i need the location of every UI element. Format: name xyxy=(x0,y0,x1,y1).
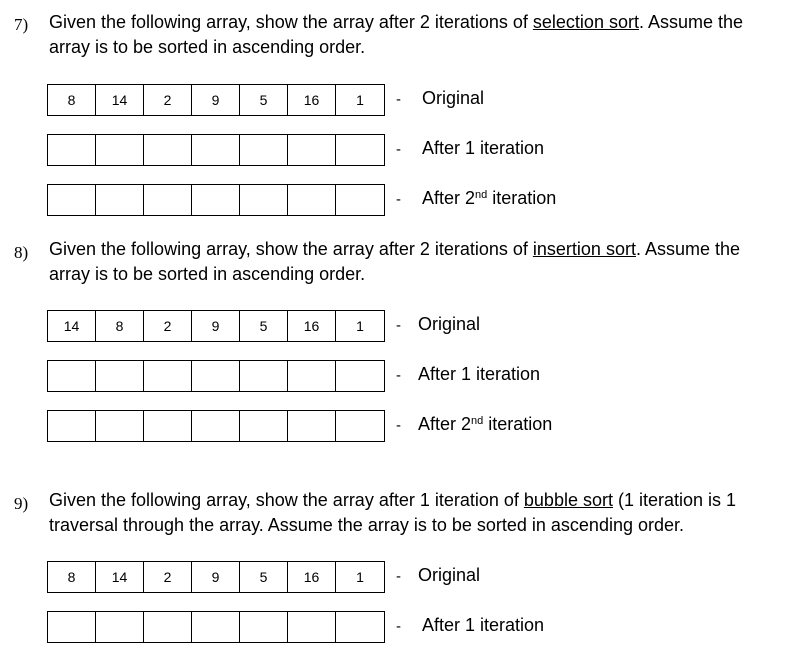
dash: - xyxy=(396,191,401,208)
answer-cell[interactable] xyxy=(48,411,96,441)
array-answer[interactable] xyxy=(47,611,385,643)
answer-cell[interactable] xyxy=(48,135,96,165)
answer-cell[interactable] xyxy=(144,411,192,441)
answer-cell[interactable] xyxy=(288,612,336,642)
answer-cell[interactable] xyxy=(240,411,288,441)
answer-cell[interactable] xyxy=(288,411,336,441)
answer-cell[interactable] xyxy=(96,612,144,642)
answer-cell[interactable] xyxy=(336,361,384,391)
answer-cell[interactable] xyxy=(144,612,192,642)
dash: - xyxy=(396,317,401,334)
dash: - xyxy=(396,618,401,635)
question-text: Given the following array, show the array after 2 iterations of selection sort. Assume the array is to be sorted in ascending order. xyxy=(49,12,744,57)
answer-cell[interactable] xyxy=(336,411,384,441)
answer-cell[interactable] xyxy=(192,185,240,215)
answer-cell[interactable] xyxy=(192,361,240,391)
answer-cell[interactable] xyxy=(240,612,288,642)
array-original xyxy=(47,84,385,116)
array-cell: 16 xyxy=(288,85,336,115)
array-answer[interactable] xyxy=(47,134,385,166)
array-original xyxy=(47,310,385,342)
array-cell: 2 xyxy=(144,562,192,592)
row-label: Original xyxy=(422,88,485,108)
dash: - xyxy=(396,417,401,434)
row-label: After 2nd iteration xyxy=(418,414,553,434)
answer-cell[interactable] xyxy=(240,361,288,391)
answer-cell[interactable] xyxy=(240,185,288,215)
array-cell: 1 xyxy=(356,318,364,334)
answer-cell[interactable] xyxy=(96,411,144,441)
answer-cell[interactable] xyxy=(48,361,96,391)
sort-name: bubble sort xyxy=(523,490,613,510)
answer-cell[interactable] xyxy=(144,135,192,165)
row-label: After 1 iteration xyxy=(418,364,541,384)
array-cell: 8 xyxy=(96,311,144,341)
answer-cell[interactable] xyxy=(336,185,384,215)
array-cell: 8 xyxy=(48,562,96,592)
answer-cell[interactable] xyxy=(192,135,240,165)
array-cell: 16 xyxy=(288,562,336,592)
answer-cell[interactable] xyxy=(288,185,336,215)
answer-cell[interactable] xyxy=(96,185,144,215)
array-cell: 14 xyxy=(48,311,96,341)
array-answer[interactable] xyxy=(47,410,385,442)
array-answer[interactable] xyxy=(47,184,385,216)
sort-name: selection sort xyxy=(532,12,639,32)
answer-cell[interactable] xyxy=(144,361,192,391)
array-cell: 2 xyxy=(144,85,192,115)
dash: - xyxy=(396,568,401,585)
answer-cell[interactable] xyxy=(336,135,384,165)
answer-cell[interactable] xyxy=(288,361,336,391)
answer-cell[interactable] xyxy=(96,361,144,391)
array-cell: 14 xyxy=(96,562,144,592)
answer-cell[interactable] xyxy=(192,411,240,441)
row-label: After 1 iteration xyxy=(422,138,545,158)
answer-cell[interactable] xyxy=(48,185,96,215)
dash: - xyxy=(396,91,401,108)
array-cell: 5 xyxy=(240,311,288,341)
answer-cell[interactable] xyxy=(288,135,336,165)
question-number: 8) xyxy=(14,243,29,262)
array-cell: 5 xyxy=(240,562,288,592)
question-text: Given the following array, show the array after 1 iteration of bubble sort (1 iteration is 1 traversal through the array. Assume the array is to be sorted in ascending order. xyxy=(49,490,737,535)
array-cell: 1 xyxy=(356,92,364,108)
array-cell: 8 xyxy=(48,85,96,115)
answer-cell[interactable] xyxy=(144,185,192,215)
array-cell: 9 xyxy=(192,85,240,115)
answer-cell[interactable] xyxy=(336,612,384,642)
answer-cell[interactable] xyxy=(192,612,240,642)
row-label: After 1 iteration xyxy=(422,615,545,635)
row-label: Original xyxy=(418,314,481,334)
array-cell: 2 xyxy=(144,311,192,341)
array-cell: 1 xyxy=(356,569,364,585)
array-cell: 14 xyxy=(96,85,144,115)
array-answer[interactable] xyxy=(47,360,385,392)
dash: - xyxy=(396,141,401,158)
row-label: After 2nd iteration xyxy=(422,188,557,208)
array-cell: 5 xyxy=(240,85,288,115)
answer-cell[interactable] xyxy=(48,612,96,642)
array-cell: 16 xyxy=(288,311,336,341)
question-number: 7) xyxy=(14,15,29,34)
answer-cell[interactable] xyxy=(240,135,288,165)
array-cell: 9 xyxy=(192,311,240,341)
row-label: Original xyxy=(418,565,481,585)
sort-name: insertion sort xyxy=(532,239,636,259)
answer-cell[interactable] xyxy=(96,135,144,165)
question-text: Given the following array, show the array after 2 iterations of insertion sort. Assume the array is to be sorted in ascending order. xyxy=(49,239,741,284)
question-number: 9) xyxy=(14,494,29,513)
dash: - xyxy=(396,367,401,384)
array-original xyxy=(47,561,385,593)
array-cell: 9 xyxy=(192,562,240,592)
